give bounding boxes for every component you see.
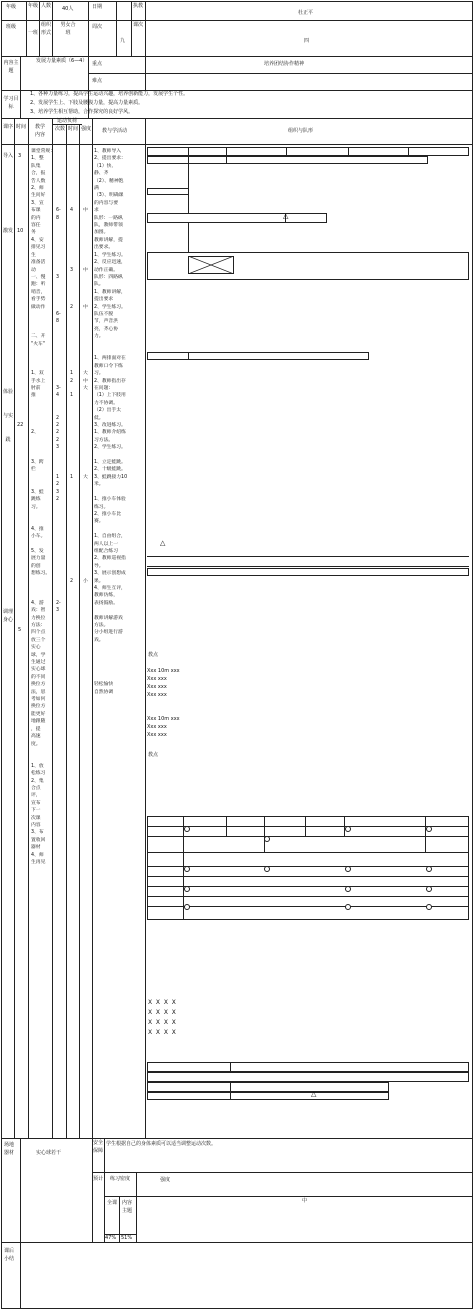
teacher-triangle-icon: △ [311, 1090, 317, 1098]
venue-value: 实心球若干 [36, 1150, 62, 1156]
week-value: 九 [120, 38, 126, 44]
formation-strip [147, 352, 369, 360]
density-label: 练习密度 [110, 1176, 131, 1182]
section-cool: 调理身心 [3, 609, 14, 623]
rule [305, 816, 306, 836]
rule [188, 147, 189, 156]
people-label: 人数 [41, 3, 52, 9]
rule [1, 1242, 473, 1243]
intensity-value: 中 [302, 1198, 308, 1204]
safety-value: 学生根据自己的身体素质可以适当调整运动次数。 [106, 1141, 217, 1147]
rule [226, 156, 227, 164]
rule [425, 816, 426, 852]
goal-line-2: 2、发展学生上、下肢及腰腹力量，提高力量素质。 [30, 100, 144, 106]
ball-circle-icon [184, 866, 190, 872]
org-label: 组织形式 [41, 22, 52, 36]
rule [230, 1082, 231, 1100]
intensity-label: 强度 [160, 1177, 171, 1183]
rule [147, 866, 469, 867]
content-column: 课堂常规： 1、整 队集 合，报 告人数 2、师 生问好 3、宣 布课 的内 容任 务 4、安 排见习 生 准备活 动 一、慢 跑：听 哨音， 看手势 做动作 二、开 "火车" 1、双 手水上 肘前 推 2、 3、跨 栏 3、蛙 跳练 习。 4、推 小车。 5、发 展力量 的创 想练习。 4、游 戏：智 力换位 方法： 四个点 放三个 实心 球，学 生通过 实心球 的不同 换位方 法，思 考如何 换位方 能更好 地跟随 ，提 高速 度。 1、放 松练习 2、集 合点 评， 宣布 下一 次课 内容 3、布 置收回 器材 4、师 生再见 [31, 149, 55, 865]
student-grid: X X X X X X X X X X X X X X X X [148, 999, 176, 1036]
section-cool-time: 5 [18, 627, 22, 633]
rule [147, 852, 469, 853]
venue-label: 场地器材 [4, 1142, 15, 1156]
formation-strip [147, 1092, 389, 1100]
content-label: 内容主题 [3, 60, 19, 74]
teacher-triangle-icon: △ [160, 539, 166, 547]
content-value: 发展力量素质（6—4） [36, 58, 88, 64]
rule [52, 1, 53, 56]
activity-column: 1、教师导入 2、提出要求： （1）快、 静、齐 （2）、精神饱 满 （3）、明确课 的内容与要 求 队形：一路纵 队，教师带领 加围。 教师讲解，提 出要求。 1、学生练习。 2、反应迅速， 动作正确。 队形：四路纵 队。 1、教师讲解， 提出要求 2、学生练习。 队伍不脱 节，声音洪 亮，齐心协 力。 1、两排面对在 教师口令下练 习。 2、教师指出存 在问题： （1）上下肢用 力不协调。 （2）出手太 低。 3、改进练习。 1、教师介绍练 习方法。 2、学生练习。 1、立定蛙跳。 2、十级蛙跳。 3、蛙跳接力10 米。 1、推小车体验 练习。 2、推小车比 赛。 1、自由组合， 两人以上一 组配合练习 2、教师巡视指 导。 3、展示创想成 果。 4、师生互评， 教师仿练， 表扬鼓励。 教师讲解游戏 方法。 分小组进行游 戏。 轻松愉快 自然协调 [94, 149, 128, 695]
ball-circle-icon [184, 904, 190, 910]
section-intro: 导入 [3, 153, 14, 159]
ball-circle-icon [345, 886, 351, 892]
formation-strip [147, 156, 428, 164]
rule [92, 118, 93, 1138]
class-label: 班级 [6, 24, 17, 30]
section-excite-time: 10 [17, 228, 24, 234]
rule [1, 56, 473, 57]
rule [79, 124, 80, 1138]
game-grid [147, 816, 469, 920]
fig2-row2: Xxx xxx [147, 724, 167, 730]
rule [92, 1172, 473, 1173]
th-duration: 时间 [68, 126, 79, 132]
rule [147, 896, 469, 897]
rule [104, 1138, 105, 1242]
rule [226, 147, 227, 156]
goal-line-3: 3、培养学生相互帮助，合作探究的良好学风。 [30, 109, 134, 115]
th-load: 运动负荷 [57, 118, 78, 124]
rule [147, 906, 469, 907]
density-content: 51% [121, 1235, 133, 1241]
teacher-triangle-icon: △ [283, 212, 289, 220]
rule [408, 147, 409, 156]
key-value: 培养团结协作精神 [264, 61, 305, 67]
whole-lesson-label: 全课 [107, 1200, 118, 1206]
key-label: 重点 [92, 61, 103, 67]
rule [147, 826, 469, 827]
rule [147, 566, 469, 567]
ball-circle-icon [184, 886, 190, 892]
fig1-row2: Xxx xxx [147, 676, 167, 682]
grade-value: 年级 [28, 3, 39, 9]
rule [104, 1196, 473, 1197]
th-content: 教学内容 [35, 124, 46, 138]
rule [147, 556, 469, 557]
rule [1, 20, 473, 21]
ball-circle-icon [345, 826, 351, 832]
grade-label: 年级 [6, 4, 17, 10]
rule [1, 1138, 473, 1139]
th-teach-activity: 教与学活动 [102, 128, 128, 134]
rule [119, 1196, 120, 1242]
duration-column: 4 3 2 1 2 1 1 2 [70, 208, 74, 584]
ball-circle-icon [264, 836, 270, 842]
lane-strip [147, 568, 469, 576]
goal-label: 学习目标 [3, 96, 19, 110]
th-section: 课序 [3, 124, 14, 130]
section-practice: 体验与实践 [3, 389, 14, 443]
ball-circle-icon [345, 904, 351, 910]
date-label: 日期 [92, 4, 103, 10]
rule [131, 1, 132, 56]
rule [14, 118, 15, 1138]
formation-strip [147, 147, 469, 156]
rule [66, 124, 67, 1138]
week-label: 周次 [92, 24, 103, 30]
formation-strip [147, 1082, 389, 1092]
difficulty-label: 难点 [92, 78, 103, 84]
rule [264, 816, 265, 852]
th-intensity: 强度 [81, 126, 92, 132]
section-intro-time: 3 [18, 153, 22, 159]
fig2-label: 教点 [148, 752, 159, 758]
fig2-row1: Xxx 10m xxx [147, 716, 180, 722]
safety-label: 安全保障 [93, 1140, 104, 1154]
fig1-row4: Xxx xxx [147, 692, 167, 698]
rule [26, 1, 27, 56]
rule [147, 876, 469, 877]
fig1-row1: Xxx 10m xxx [147, 668, 180, 674]
fig1-row3: Xxx xxx [147, 684, 167, 690]
th-reps: 次数 [55, 126, 66, 132]
rule [348, 147, 349, 156]
ball-circle-icon [426, 886, 432, 892]
rule [39, 1, 40, 56]
org-value: 男女合班 [60, 22, 76, 36]
goal-line-1: 1、各种力量练习，提高学生运动兴趣，培养创新能力，发展学生个性。 [30, 91, 189, 97]
rule [188, 156, 189, 164]
teacher-label: 执教 [133, 3, 144, 9]
rule [1, 144, 473, 145]
ball-circle-icon [426, 866, 432, 872]
section-practice-time: 22 [17, 422, 24, 428]
rule [28, 118, 29, 1138]
ball-circle-icon [426, 826, 432, 832]
formation-strip [147, 188, 189, 195]
rule [145, 118, 146, 1138]
formation-strip [147, 1072, 469, 1082]
th-organization: 组织与队形 [288, 128, 314, 134]
ball-circle-icon [345, 866, 351, 872]
lesson-value: 四 [304, 38, 310, 44]
ball-circle-icon [184, 826, 190, 832]
summary-label: 课后小结 [4, 1248, 15, 1262]
fig1-label: 教点 [148, 652, 159, 658]
rule [226, 816, 227, 836]
teacher-name: 杜正平 [298, 10, 314, 16]
content-topic-label: 内容主题 [122, 1200, 133, 1214]
rule [116, 1, 117, 56]
lesson-label: 课次 [133, 22, 144, 28]
rule [230, 1062, 231, 1072]
rule [286, 147, 287, 156]
th-time: 时间 [16, 124, 27, 130]
people-value: 40人 [62, 6, 74, 12]
rule [147, 836, 469, 837]
rule [188, 352, 189, 360]
formation-strip [147, 1062, 469, 1072]
reps-column: 6- 8 3 6- 8 3- 4 2 2 2 2 3 1 2 3 2 2- 3 [56, 208, 61, 614]
section-excite: 激发 [3, 228, 14, 234]
rule [20, 1138, 21, 1309]
forecast-label: 预计 [93, 1176, 104, 1182]
rule [147, 886, 469, 887]
intensity-column: 中 中 中 大 中 大 大 小 [83, 208, 88, 584]
fig2-row3: Xxx xxx [147, 732, 167, 738]
rule [145, 1, 146, 56]
density-whole: 47% [105, 1235, 117, 1241]
rule [145, 56, 146, 90]
ball-circle-icon [264, 866, 270, 872]
formation-strip [147, 213, 327, 223]
rule [136, 1172, 137, 1242]
cross-path-icon [188, 256, 234, 274]
class-value: 一班 [28, 30, 39, 36]
ball-circle-icon [426, 904, 432, 910]
rule [20, 56, 21, 118]
